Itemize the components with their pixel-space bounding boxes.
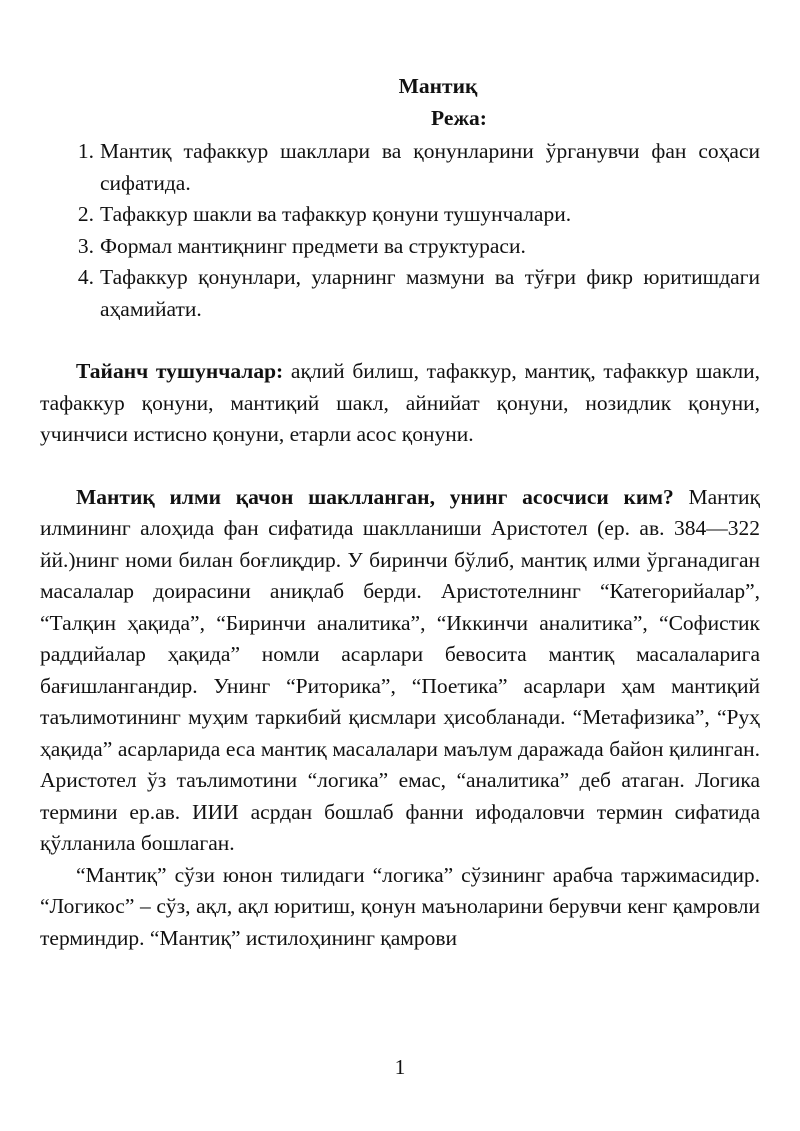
document-title: Мантиқ	[398, 74, 478, 98]
section-paragraph	[40, 482, 760, 860]
plan-item-text: Мантиқ тафаккур шакллари ва қонунларини ўрганувчи фан соҳаси сифатида.	[100, 139, 760, 195]
body-paragraph: “Мантиқ” сўзи юнон тилидаги “логика” сўзининг арабча таржимасидир. “Логикос” – сўз, ақл, ақл юритиш, қонун маъноларини берувчи кенг қамровли терминдир. “Мантиқ” истилоҳининг қамрови	[40, 862, 760, 950]
plan-heading: Режа:	[431, 106, 487, 130]
document-page	[40, 70, 760, 954]
section-text: Мантиқ илмининг алоҳида фан сифатида шаклланиши Аристотел (ер. ав. 384—322 йй.)нинг номи билан боғлиқдир. У биринчи бўлиб, мантиқ илми ўрганадиган масалалар доирасини аниқлаб берди. Аристотелнинг “Категорийалар”, “Талқин ҳақида”, “Биринчи аналитика”, “Иккинчи аналитика”, “Софистик раддийалар ҳақида” номли асарлари бевосита мантиқ масалаларига бағишлангандир. Унинг “Риторика”, “Поетика” асарлари ҳам мантиқий таълимотининг муҳим таркибий қисмлари ҳисобланади. “Метафизика”, “Руҳ ҳақида” асарларида еса мантиқ масалалари маълум даражада байон қилинган. Аристотел ўз таълимотини “логика” емас, “аналитика” деб атаган. Логика термини ер.ав. ИИИ асрдан бошлаб фанни ифодаловчи термин сифатида қўлланила бошлаган.	[40, 484, 761, 855]
key-concepts-text: ақлий билиш, тафаккур, мантиқ, тафаккур шакли, тафаккур қонуни, мантиқий шакл, айнийат қонуни, нозидлик қонуни, учинчиси истисно қонуни, етарли асос қонуни.	[40, 359, 761, 446]
plan-item-number: 3.	[77, 233, 94, 258]
plan-item-number: 4.	[77, 265, 94, 289]
plan-list	[40, 136, 760, 325]
plan-item-text: Тафаккур қонунлари, уларнинг мазмуни ва тўғри фикр юритишдаги	[100, 265, 760, 289]
page-number: 1	[394, 1055, 406, 1079]
plan-item	[40, 262, 760, 325]
plan-item-number: 2.	[77, 202, 94, 226]
plan-item	[40, 199, 760, 231]
plan-item-number: 1.	[77, 139, 94, 163]
section-heading: Мантиқ илми қачон шаклланган, унинг асосчиси ким?	[76, 484, 674, 509]
plan-item	[40, 136, 760, 199]
plan-item-text-continued: аҳамийати.	[100, 296, 202, 321]
plan-item-text: Тафаккур шакли ва тафаккур қонуни тушунчалари.	[100, 202, 572, 226]
plan-item-text: Формал мантиқнинг предмети ва структураси.	[100, 233, 526, 258]
key-concepts-paragraph	[40, 356, 760, 451]
plan-item	[40, 231, 760, 263]
key-concepts-label: Тайанч тушунчалар:	[76, 359, 284, 383]
